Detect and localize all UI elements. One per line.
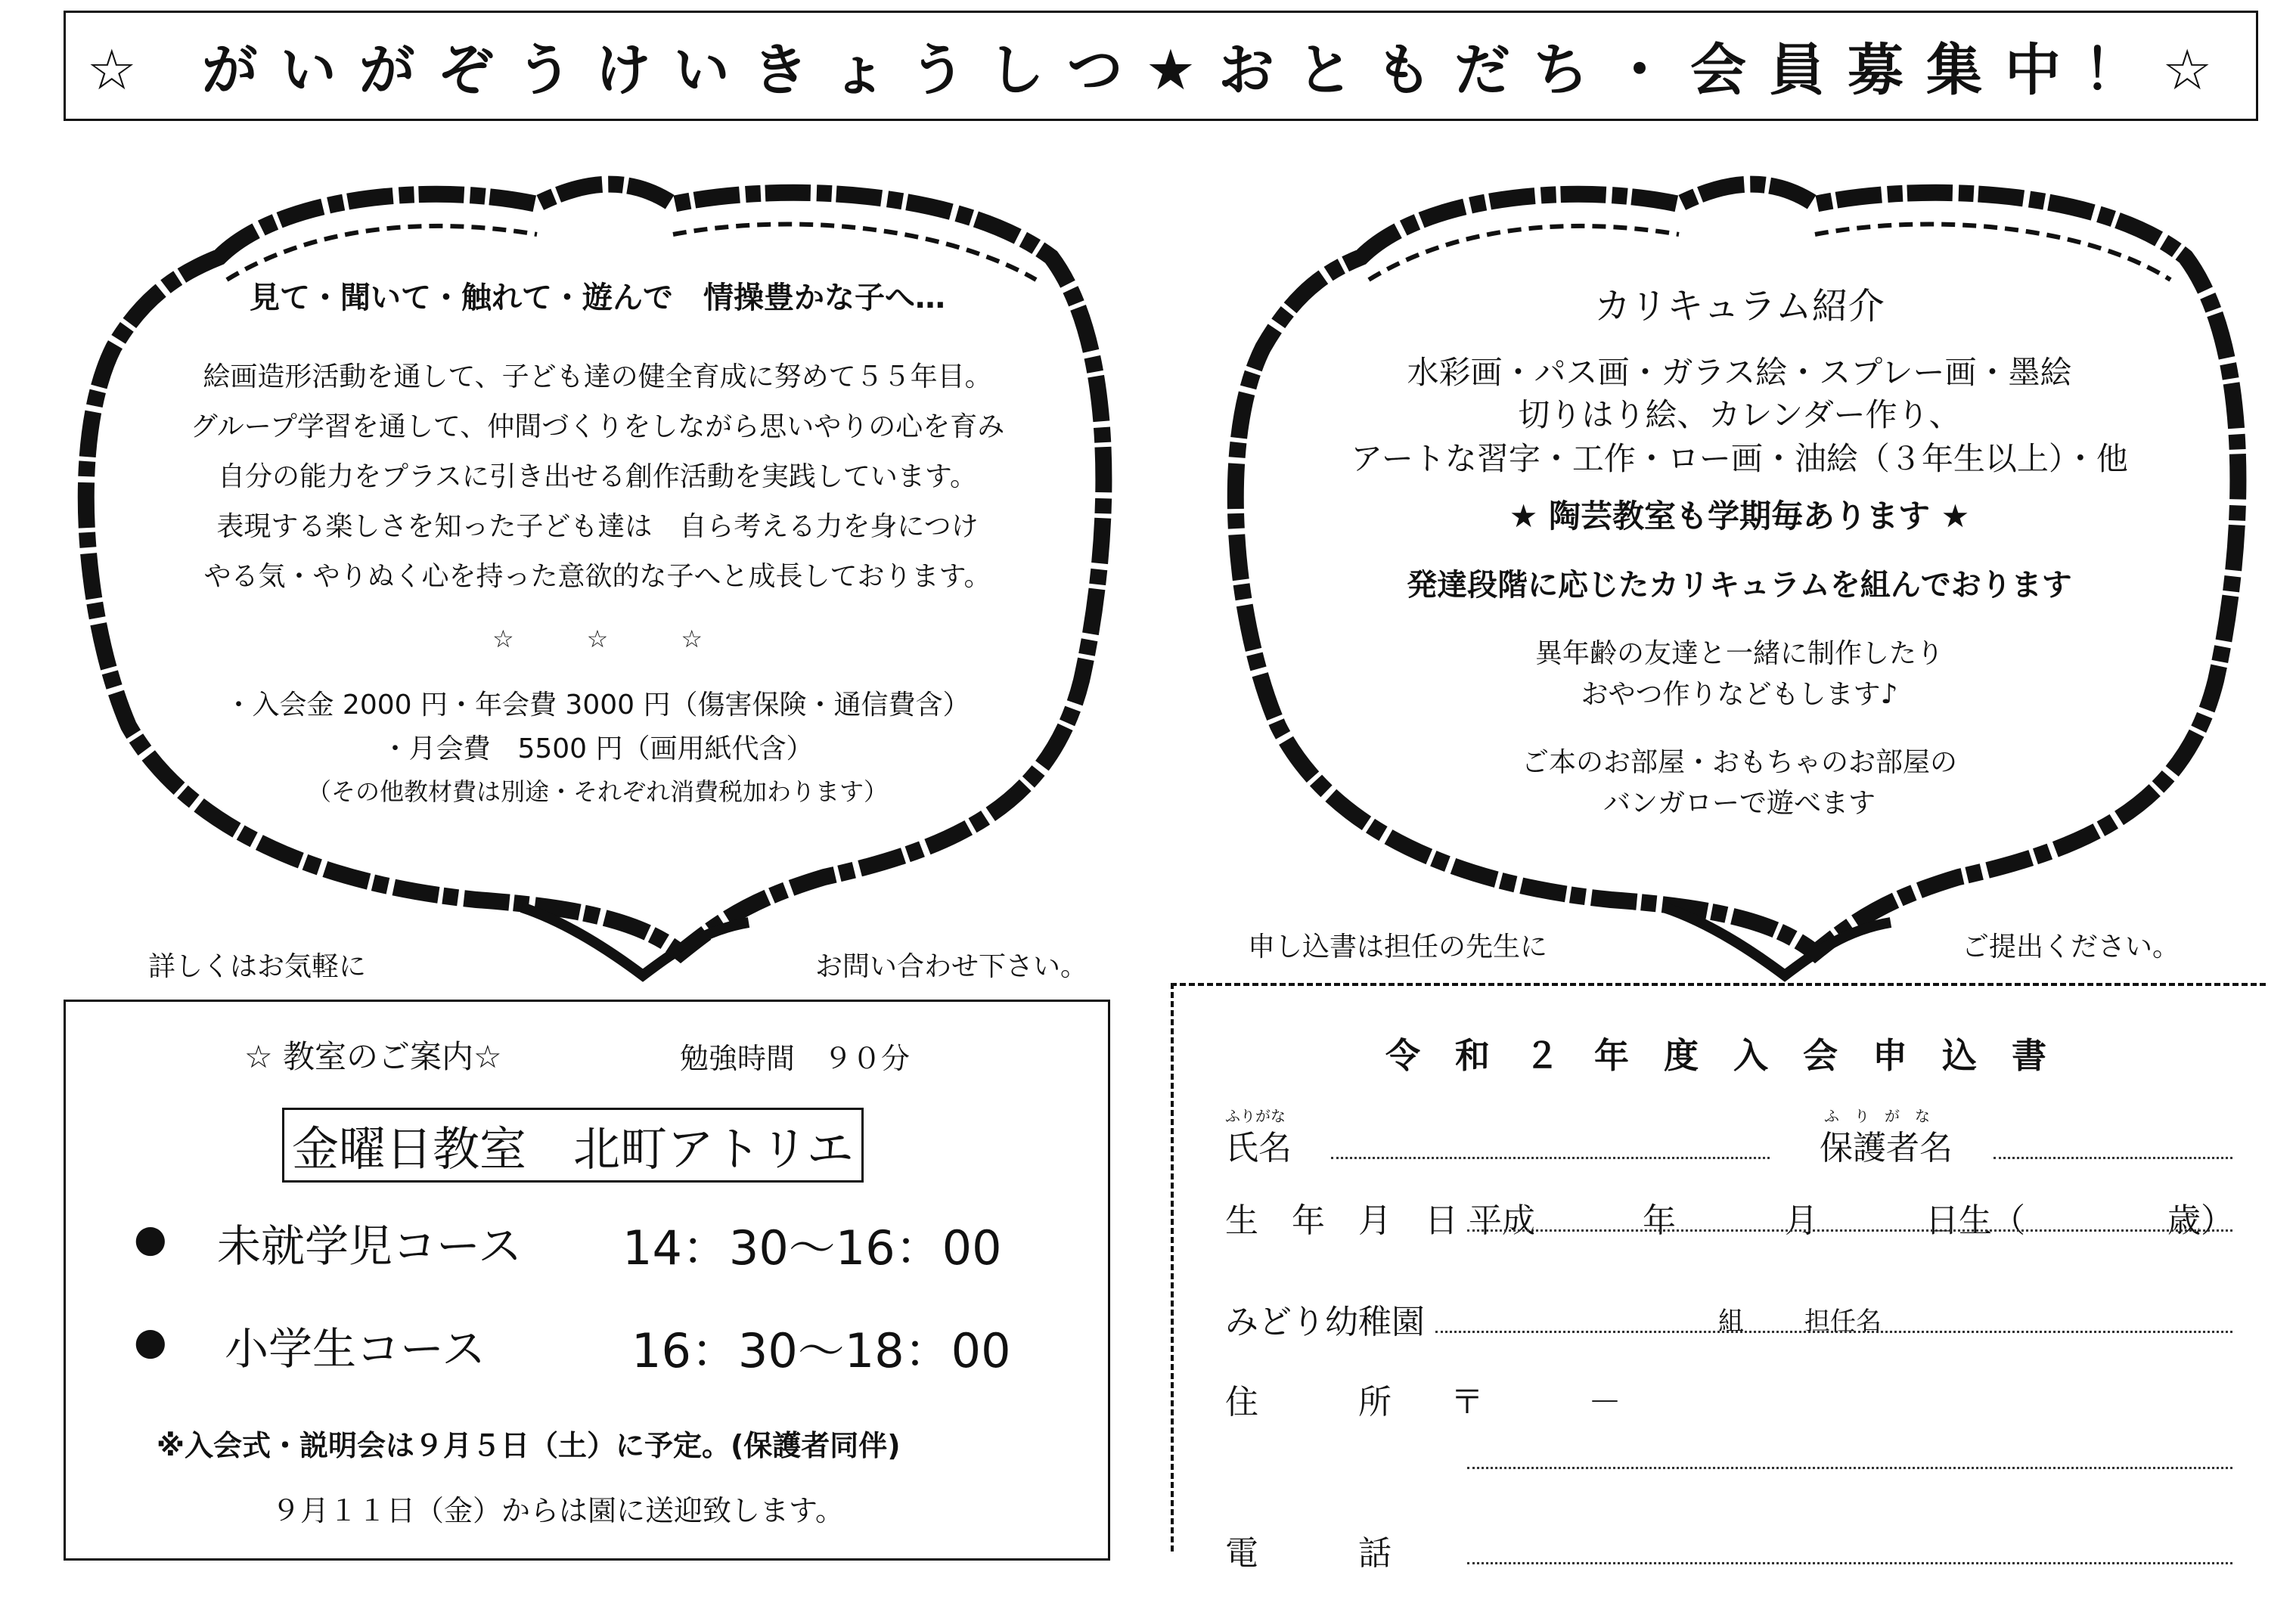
form-title: 令 和 ２ 年 度 入 会 申 込 書 xyxy=(1385,1035,2046,1076)
stages-note: 発達段階に応じたカリキュラムを組んでおります xyxy=(1407,568,2072,603)
name-label: 氏名 xyxy=(1225,1129,1292,1167)
info-note-2: ９月１１日（金）からは園に送迎致します。 xyxy=(271,1494,844,1527)
info-heading: ☆ 教室のご案内☆ xyxy=(244,1038,502,1075)
course-bullet: ● xyxy=(134,1217,167,1260)
right-caption-right: ご提出ください。 xyxy=(1962,932,2180,963)
course-bullet: ● xyxy=(134,1319,167,1363)
birthdate-field[interactable] xyxy=(1467,1229,2232,1232)
course-time: 16：30～18：00 xyxy=(631,1323,1011,1378)
left-panel-line: 表現する楽しさを知った子ども達は 自ら考える力を身につけ xyxy=(216,511,979,542)
guardian-label: 保護者名 xyxy=(1820,1129,1953,1167)
address-label: 住 所 xyxy=(1225,1383,1392,1421)
left-panel-line: 絵画造形活動を通して、子ども達の健全育成に努めて５５年目。 xyxy=(203,361,992,392)
birth-year-unit: 年 xyxy=(1643,1201,1676,1240)
left-panel-line: やる気・やりぬく心を持った意欲的な子へと成長しております。 xyxy=(203,561,991,592)
birth-era: 平成 xyxy=(1469,1201,1535,1240)
extra-line: ご本のお部屋・おもちゃのお部屋の xyxy=(1521,747,1957,778)
fee-line: （その他教材費は別途・それぞれ消費税加わります） xyxy=(306,777,888,806)
star-divider: ☆ ☆ ☆ xyxy=(492,625,703,653)
birth-day-unit: 日生（ xyxy=(1925,1201,2025,1240)
right-panel-heading: カリキュラム紹介 xyxy=(1594,285,1885,327)
fee-line: ・入会金 2000 円・年会費 3000 円（傷害保険・通信費含） xyxy=(225,690,970,721)
name-furigana: ふりがな xyxy=(1225,1107,1286,1125)
pottery-note: ★ 陶芸教室も学期毎あります ★ xyxy=(1509,498,1970,535)
left-panel-line: 自分の能力をプラスに引き出せる創作活動を実践しています。 xyxy=(217,461,978,492)
kindergarten-label: みどり幼稚園 xyxy=(1225,1303,1425,1341)
class-name: 金曜日教室 北町アトリエ xyxy=(282,1108,864,1183)
course-name: 小学生コース xyxy=(225,1323,486,1375)
form-border-left xyxy=(1171,983,1174,1552)
left-caption-left: 詳しくはお気軽に xyxy=(148,951,367,982)
phone-label: 電 話 xyxy=(1225,1534,1392,1573)
study-time: 勉強時間 ９０分 xyxy=(680,1042,911,1075)
extra-line: おやつ作りなどもします♪ xyxy=(1581,679,1898,710)
birth-month-unit: 月 xyxy=(1785,1201,1818,1240)
phone-field[interactable] xyxy=(1467,1562,2232,1564)
postal-dash: － xyxy=(1588,1383,1621,1421)
name-field[interactable] xyxy=(1331,1157,1770,1159)
guardian-name-field[interactable] xyxy=(1993,1157,2232,1159)
teacher-label: 担任名 xyxy=(1804,1307,1882,1337)
address-field[interactable] xyxy=(1467,1467,2232,1469)
page-title: ☆ がいがぞうけいきょうしつ★おともだち・会員募集中！☆ xyxy=(64,11,2258,121)
guardian-furigana: ふ り が な xyxy=(1824,1107,1930,1125)
course-name: 未就学児コース xyxy=(217,1220,523,1272)
birthdate-label: 生 年 月 日 xyxy=(1225,1201,1458,1240)
course-time: 14：30～16：00 xyxy=(622,1220,1002,1276)
left-caption-right: お問い合わせ下さい。 xyxy=(815,951,1088,982)
extra-line: 異年齢の友達と一緒に制作したり xyxy=(1534,638,1944,669)
info-note-1: ※入会式・説明会は９月５日（土）に予定。(保護者同伴) xyxy=(157,1429,901,1462)
birth-age-unit: 歳） xyxy=(2167,1201,2234,1240)
curriculum-line: 水彩画・パス画・ガラス絵・スプレー画・墨絵 xyxy=(1407,354,2072,391)
class-info-box xyxy=(64,1000,1110,1561)
kindergarten-field[interactable] xyxy=(1435,1331,2232,1333)
extra-line: バンガローで遊べます xyxy=(1603,788,1876,819)
right-caption-left: 申し込書は担任の先生に xyxy=(1248,932,1548,963)
fee-line: ・月会費 5500 円（画用紙代含） xyxy=(381,733,814,764)
form-border-top xyxy=(1171,983,2266,986)
postal-mark: 〒 xyxy=(1451,1383,1484,1421)
left-panel-line: グループ学習を通して、仲間づくりをしながら思いやりの心を育み xyxy=(190,411,1005,442)
left-panel-heading: 見て・聞いて・触れて・遊んで 情操豊かな子へ… xyxy=(250,281,945,315)
class-unit-label: 組 xyxy=(1718,1307,1744,1337)
curriculum-line: 切りはり絵、カレンダー作り、 xyxy=(1518,396,1961,433)
curriculum-line: アートな習字・工作・ロー画・油絵（３年生以上）・他 xyxy=(1351,440,2128,477)
